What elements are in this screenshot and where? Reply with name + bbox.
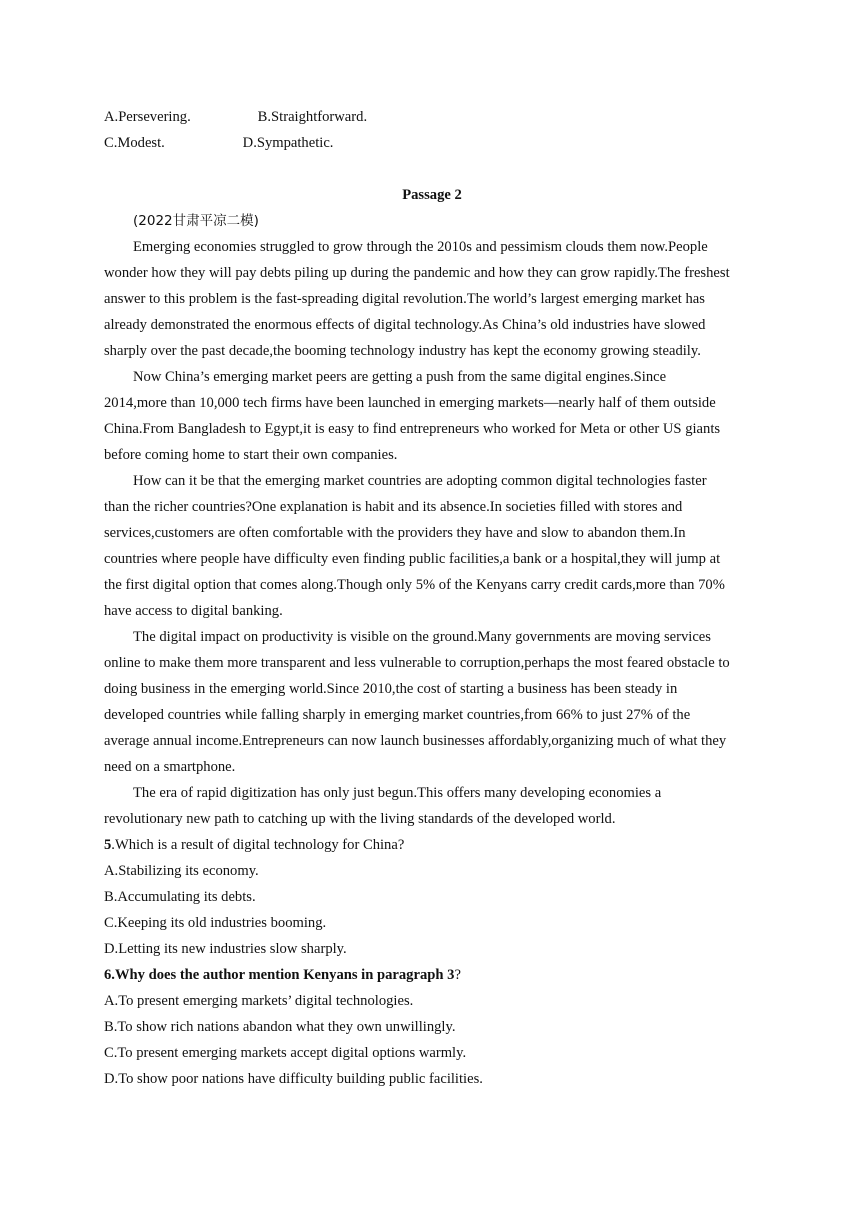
paragraph-line: online to make them more transparent and less vulnerable to corruption,perhaps the most feared obstacle to [104, 655, 730, 671]
paragraph-line: already demonstrated the enormous effects of digital technology.As China’s old industries have slowed [104, 317, 706, 333]
paragraph-line: The era of rapid digitization has only just begun.This offers many developing economies a [133, 785, 662, 801]
paragraph-line: sharply over the past decade,the booming technology industry has kept the economy growing steadily. [104, 343, 701, 359]
prev-option-c: C.Modest. [104, 135, 165, 151]
prev-option-b: B.Straightforward. [257, 109, 368, 125]
paragraph-line: the first digital option that comes along.Though only 5% of the Kenyans carry credit cards,more than 70% [104, 577, 725, 593]
passage-title: Passage 2 [402, 187, 462, 203]
paragraph-line: 2014,more than 10,000 tech firms have been launched in emerging markets—nearly half of them outside [104, 395, 716, 411]
paragraph-line: services,customers are often comfortable with the providers they have and slow to abandon them.In [104, 525, 686, 541]
paragraph-line: need on a smartphone. [104, 759, 236, 775]
answer-option-d[interactable]: D.To show poor nations have difficulty building public facilities. [104, 1071, 483, 1087]
question-text: .Which is a result of digital technology for China? [111, 837, 405, 853]
paragraph-line: countries where people have difficulty even finding public facilities,a bank or a hospital,they will jump at [104, 551, 721, 567]
passage-paragraph-5 [104, 780, 760, 832]
paragraph-line: Now China’s emerging market peers are getting a push from the same digital engines.Since [133, 369, 667, 385]
answer-option-a[interactable]: A.To present emerging markets’ digital technologies. [104, 993, 414, 1009]
paragraph-line: How can it be that the emerging market countries are adopting common digital technologies faster [133, 473, 707, 489]
question-number: 6 [104, 967, 112, 983]
paragraph-line: developed countries while falling sharply in emerging market countries,from 66% to just 27% of the [104, 707, 691, 723]
passage-paragraph-1 [104, 234, 760, 364]
passage-paragraph-3 [104, 468, 760, 624]
question-text: .Why does the author mention Kenyans in paragraph 3 [111, 967, 455, 983]
answer-option-b[interactable]: B.To show rich nations abandon what they own unwillingly. [104, 1019, 456, 1035]
paragraph-line: doing business in the emerging world.Since 2010,the cost of starting a business has been steady in [104, 681, 678, 697]
prev-options-row-1 [104, 104, 760, 130]
paragraph-line: The digital impact on productivity is visible on the ground.Many governments are moving services [133, 629, 711, 645]
spacer [104, 156, 760, 182]
question-number: 5 [104, 837, 112, 853]
prev-options-row-2 [104, 130, 760, 156]
prev-option-d: D.Sympathetic. [242, 135, 334, 151]
paragraph-line: Emerging economies struggled to grow through the 2010s and pessimism clouds them now.People [133, 239, 708, 255]
answer-option-d[interactable]: D.Letting its new industries slow sharply. [104, 941, 347, 957]
question-6 [104, 962, 760, 1092]
answer-option-c[interactable]: C.Keeping its old industries booming. [104, 915, 327, 931]
question-stem [104, 832, 760, 858]
paragraph-line: China.From Bangladesh to Egypt,it is easy to find entrepreneurs who worked for Meta or other US giants [104, 421, 721, 437]
passage-source: (2022甘肃平凉二模) [133, 213, 259, 229]
question-mark: ? [454, 967, 461, 983]
paragraph-line: have access to digital banking. [104, 603, 283, 619]
paragraph-line: wonder how they will pay debts piling up during the pandemic and how they can grow rapidly.The freshest [104, 265, 730, 281]
passage-paragraph-4 [104, 624, 760, 780]
passage-paragraph-2 [104, 364, 760, 468]
question-5 [104, 832, 760, 962]
document-page [104, 104, 760, 1092]
answer-option-c[interactable]: C.To present emerging markets accept digital options warmly. [104, 1045, 467, 1061]
paragraph-line: before coming home to start their own companies. [104, 447, 398, 463]
question-stem [104, 962, 760, 988]
paragraph-line: answer to this problem is the fast-spreading digital revolution.The world’s largest emerging market has [104, 291, 705, 307]
answer-option-a[interactable]: A.Stabilizing its economy. [104, 863, 259, 879]
paragraph-line: than the richer countries?One explanation is habit and its absence.In societies filled with stores and [104, 499, 683, 515]
paragraph-line: average annual income.Entrepreneurs can now launch businesses affordably,organizing much of what they [104, 733, 727, 749]
prev-option-a: A.Persevering. [104, 109, 191, 125]
answer-option-b[interactable]: B.Accumulating its debts. [104, 889, 256, 905]
paragraph-line: revolutionary new path to catching up with the living standards of the developed world. [104, 811, 616, 827]
